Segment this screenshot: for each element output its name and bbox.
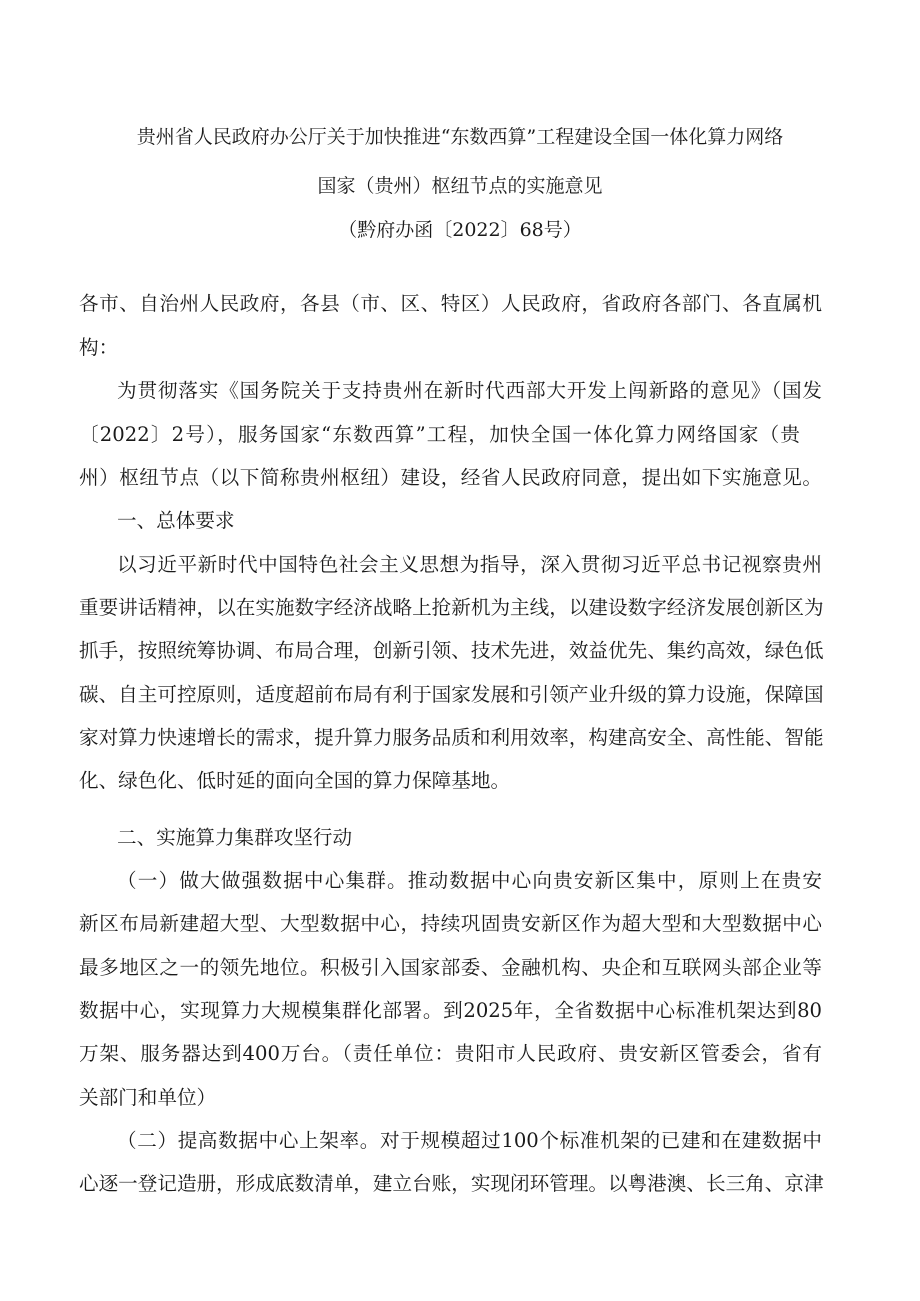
section1-line: 化、绿色化、低时延的面向全国的算力保障基地。 [79,769,511,792]
section1-line: 重要讲话精神，以在实施数字经济战略上抢新机为主线，以建设数字经济发展创新区为 [79,596,824,619]
section1-line: 以习近平新时代中国特色社会主义思想为指导，深入贯彻习近平总书记视察贵州 [117,553,822,576]
item2-line: （二）提高数据中心上架率。对于规模超过100个标准机架的已建和在建数据中 [117,1129,822,1152]
document-number: （黔府办函〔2022〕68号） [338,219,582,241]
item1-line: （一）做大做强数据中心集群。推动数据中心向贵安新区集中，原则上在贵安 [117,869,822,892]
item2-line: 心逐一登记造册，形成底数清单，建立台账，实现闭环管理。以粤港澳、长三角、京津 [79,1172,824,1195]
section1-line: 抓手，按照统筹协调、布局合理，创新引领、技术先进，效益优先、集约高效，绿色低 [79,639,824,662]
item1-line: 最多地区之一的领先地位。积极引入国家部委、金融机构、央企和互联网头部企业等 [79,956,822,979]
addressee-line: 构： [79,336,119,359]
item1-line: 万架、服务器达到400万台。（责任单位：贵阳市人民政府、贵安新区管委会，省有 [79,1042,822,1065]
addressee-line: 各市、自治州人民政府，各县（市、区、特区）人民政府，省政府各部门、各直属机 [79,292,822,315]
section-heading: 二、实施算力集群攻坚行动 [117,826,353,849]
intro-line: 〔2022〕2号），服务国家“东数西算”工程，加快全国一体化算力网络国家（贵 [79,423,800,446]
intro-line: 州）枢纽节点（以下简称贵州枢纽）建设，经省人民政府同意，提出如下实施意见。 [79,466,822,489]
intro-line: 为贯彻落实《国务院关于支持贵州在新时代西部大开发上闯新路的意见》（国发 [117,379,822,402]
section-heading: 一、总体要求 [117,509,235,532]
document-title-line-2: 国家（贵州）枢纽节点的实施意见 [317,175,603,197]
section1-line: 家对算力快速增长的需求，提升算力服务品质和利用效率，构建高安全、高性能、智能 [79,726,824,749]
document-title-line-1: 贵州省人民政府办公厅关于加快推进“东数西算”工程建设全国一体化算力网络 [136,126,784,148]
item1-line: 新区布局新建超大型、大型数据中心，持续巩固贵安新区作为超大型和大型数据中心 [79,912,822,935]
section1-line: 碳、自主可控原则，适度超前布局有利于国家发展和引领产业升级的算力设施，保障国 [79,683,824,706]
item1-line: 数据中心，实现算力大规模集群化部署。到2025年，全省数据中心标准机架达到80 [79,999,822,1022]
item1-line: 关部门和单位） [79,1086,217,1109]
